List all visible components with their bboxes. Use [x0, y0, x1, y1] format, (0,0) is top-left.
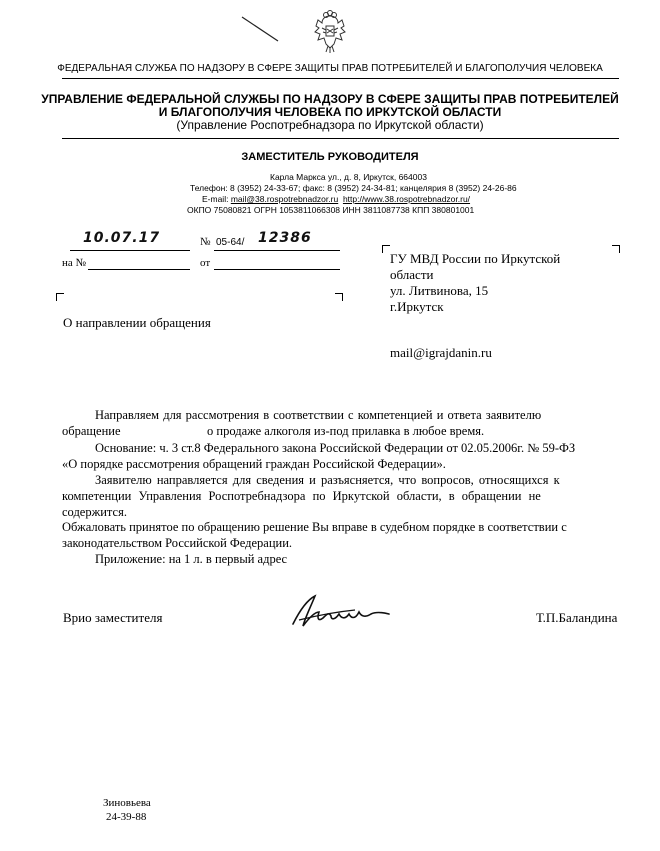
- header-rule-top: [62, 78, 619, 79]
- department-title-line1: УПРАВЛЕНИЕ ФЕДЕРАЛЬНОЙ СЛУЖБЫ ПО НАДЗОРУ В СФЕРЕ ЗАЩИТЫ ПРАВ ПОТРЕБИТЕЛЕЙ: [41, 92, 619, 106]
- contact-phones: Телефон: 8 (3952) 24-33-67; факс: 8 (3952) 24-34-81; канцелярия 8 (3952) 24-26-86: [190, 183, 517, 193]
- signatory-name: Т.П.Баландина: [536, 610, 618, 625]
- body-p1-line2-start: обращение: [62, 424, 121, 438]
- body-p2-line1: Основание: ч. 3 ст.8 Федерального закона Российской Федерации от 02.05.2006г. № 59-ФЗ: [95, 441, 576, 455]
- body-p2-line2: «О порядке рассмотрения обращений граждан Российской Федерации».: [62, 457, 446, 471]
- body-p3-line2: компетенции Управления Роспотребнадзора по Иркутской области, в обращении не: [62, 489, 541, 503]
- recipient-street: ул. Литвинова, 15: [390, 283, 489, 298]
- subject-corner-left: [56, 293, 64, 301]
- subject-corner-right: [335, 293, 343, 301]
- contact-registration-codes: ОКПО 75080821 ОГРН 1053811066308 ИНН 3811087738 КПП 380801001: [187, 205, 475, 215]
- outgoing-number-label: №: [200, 236, 211, 248]
- agency-website-link[interactable]: http://www.38.rospotrebnadzor.ru/: [342, 194, 471, 204]
- body-p3-line1: Заявителю направляется для сведения и разъясняется, что вопросов, относящихся к: [95, 473, 560, 487]
- date-underline: [70, 250, 190, 251]
- letter-subject: О направлении обращения: [63, 315, 211, 330]
- body-p4-line2: законодательством Российской Федерации.: [62, 536, 293, 550]
- body-p4-line1: Обжаловать принятое по обращению решение Вы вправе в судебном порядке в соответствии с: [62, 520, 567, 534]
- handwritten-date: 10.07.17: [83, 230, 161, 246]
- handwritten-outgoing-number: 12386: [258, 230, 312, 246]
- pen-stroke-mark: [240, 14, 280, 44]
- recipient-city: г.Иркутск: [390, 299, 444, 314]
- department-short-name: (Управление Роспотребнадзора по Иркутской области): [176, 118, 484, 132]
- address-corner-left: [382, 245, 390, 253]
- agency-email-link[interactable]: mail@38.rospotrebnadzor.ru: [230, 194, 339, 204]
- handwritten-signature: [285, 590, 395, 635]
- deputy-title: ЗАМЕСТИТЕЛЬ РУКОВОДИТЕЛЯ: [241, 151, 419, 163]
- recipient-email: mail@igrajdanin.ru: [390, 345, 492, 360]
- department-title-line2: И БЛАГОПОЛУЧИЯ ЧЕЛОВЕКА ПО ИРКУТСКОЙ ОБЛАСТИ: [158, 105, 502, 119]
- recipient-line2: области: [390, 267, 434, 282]
- signatory-position: Врио заместителя: [63, 610, 163, 625]
- recipient-line1: ГУ МВД России по Иркутской: [390, 251, 561, 266]
- reference-number-line: [88, 269, 190, 270]
- header-rule-bottom: [62, 138, 619, 139]
- reference-date-label: от: [200, 257, 211, 269]
- executor-phone: 24-39-88: [106, 811, 147, 823]
- body-p1-line1: Направляем для рассмотрения в соответствии с компетенцией и ответа заявителю: [95, 408, 542, 422]
- coat-of-arms-emblem: [313, 10, 347, 54]
- contact-address: Карла Маркса ул., д. 8, Иркутск, 664003: [270, 172, 427, 182]
- contact-web-line: [202, 194, 470, 205]
- body-p3-line3: содержится.: [62, 505, 127, 519]
- outgoing-number-printed: 05-64/: [216, 237, 245, 248]
- body-p1-line2-end: о продаже алкоголя из-под прилавка в любое время.: [207, 424, 485, 438]
- reference-date-line: [214, 269, 340, 270]
- agency-name: ФЕДЕРАЛЬНАЯ СЛУЖБА ПО НАДЗОРУ В СФЕРЕ ЗАЩИТЫ ПРАВ ПОТРЕБИТЕЛЕЙ И БЛАГОПОЛУЧИЯ ЧЕЛОВЕКА: [57, 63, 603, 74]
- attachment-note: Приложение: на 1 л. в первый адрес: [95, 552, 288, 566]
- executor-name: Зиновьева: [103, 797, 151, 809]
- reference-number-label: на №: [62, 257, 87, 269]
- email-label: E-mail:: [202, 194, 231, 204]
- number-underline: [214, 250, 340, 251]
- address-corner-right: [612, 245, 620, 253]
